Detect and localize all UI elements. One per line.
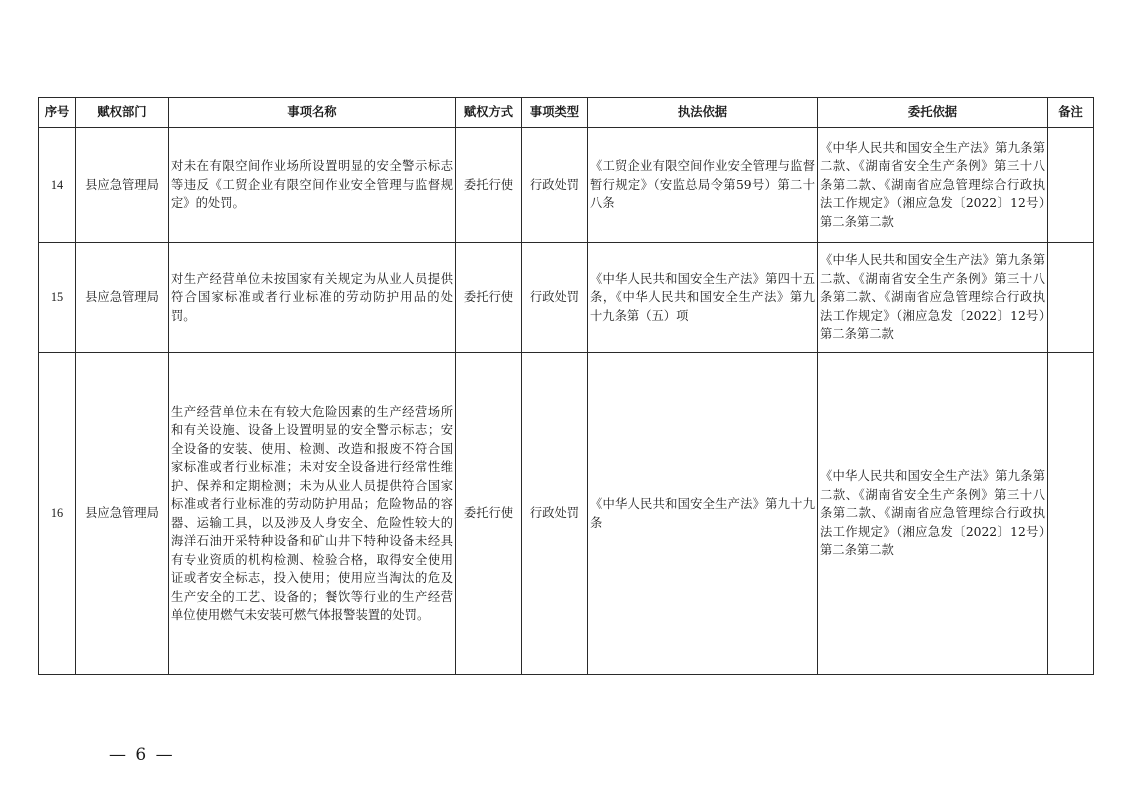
row-method: 委托行使 — [456, 353, 522, 675]
table-row — [39, 353, 1094, 675]
row-method: 委托行使 — [456, 128, 522, 243]
row-remarks — [1048, 353, 1094, 675]
row-item-name: 生产经营单位未在有较大危险因素的生产经营场所和有关设施、设备上设置明显的安全警示标志；安全设备的安装、使用、检测、改造和报废不符合国家标准或者行业标准；未对安全设备进行经常性维护、保养和定期检测；未为从业人员提供符合国家标准或者行业标准的劳动防护用品；危险物品的容器、运输工具，以及涉及人身安全、危险性较大的海洋石油开采特种设备和矿山井下特种设备未经具有专业资质的机构检测、检验合格，取得安全使用证或者安全标志，投入使用；使用应当淘汰的危及生产安全的工艺、设备的；餐饮等行业的生产经营单位使用燃气未安装可燃气体报警装置的处罚。 — [169, 353, 456, 675]
row-item-type: 行政处罚 — [522, 353, 588, 675]
header-entrust-basis: 委托依据 — [818, 98, 1048, 128]
row-department: 县应急管理局 — [76, 243, 169, 353]
header-item-name: 事项名称 — [169, 98, 456, 128]
row-seq: 15 — [39, 243, 76, 353]
row-entrust-basis: 《中华人民共和国安全生产法》第九条第二款、《湖南省安全生产条例》第三十八条第二款、《湖南省应急管理综合行政执法工作规定》（湘应急发〔2022〕12号）第二条第二款 — [818, 243, 1048, 353]
row-department: 县应急管理局 — [76, 353, 169, 675]
header-remarks: 备注 — [1048, 98, 1094, 128]
row-item-name: 对未在有限空间作业场所设置明显的安全警示标志等违反《工贸企业有限空间作业安全管理与监督规定》的处罚。 — [169, 128, 456, 243]
header-seq: 序号 — [39, 98, 76, 128]
header-law-basis: 执法依据 — [588, 98, 818, 128]
authorization-table — [38, 97, 1094, 675]
table-row — [39, 243, 1094, 353]
page-number: — 6 — — [109, 745, 175, 765]
table-header-row — [39, 98, 1094, 128]
header-department: 赋权部门 — [76, 98, 169, 128]
row-remarks — [1048, 243, 1094, 353]
row-item-name: 对生产经营单位未按国家有关规定为从业人员提供符合国家标准或者行业标准的劳动防护用品的处罚。 — [169, 243, 456, 353]
row-item-type: 行政处罚 — [522, 128, 588, 243]
row-law-basis: 《中华人民共和国安全生产法》第四十五条，《中华人民共和国安全生产法》第九十九条第（五）项 — [588, 243, 818, 353]
row-law-basis: 《工贸企业有限空间作业安全管理与监督暂行规定》（安监总局令第59号）第二十八条 — [588, 128, 818, 243]
row-law-basis: 《中华人民共和国安全生产法》第九十九条 — [588, 353, 818, 675]
row-entrust-basis: 《中华人民共和国安全生产法》第九条第二款、《湖南省安全生产条例》第三十八条第二款、《湖南省应急管理综合行政执法工作规定》（湘应急发〔2022〕12号）第二条第二款 — [818, 353, 1048, 675]
header-method: 赋权方式 — [456, 98, 522, 128]
row-remarks — [1048, 128, 1094, 243]
row-department: 县应急管理局 — [76, 128, 169, 243]
table-row — [39, 128, 1094, 243]
header-item-type: 事项类型 — [522, 98, 588, 128]
row-seq: 16 — [39, 353, 76, 675]
row-entrust-basis: 《中华人民共和国安全生产法》第九条第二款、《湖南省安全生产条例》第三十八条第二款、《湖南省应急管理综合行政执法工作规定》（湘应急发〔2022〕12号）第二条第二款 — [818, 128, 1048, 243]
row-seq: 14 — [39, 128, 76, 243]
row-item-type: 行政处罚 — [522, 243, 588, 353]
row-method: 委托行使 — [456, 243, 522, 353]
